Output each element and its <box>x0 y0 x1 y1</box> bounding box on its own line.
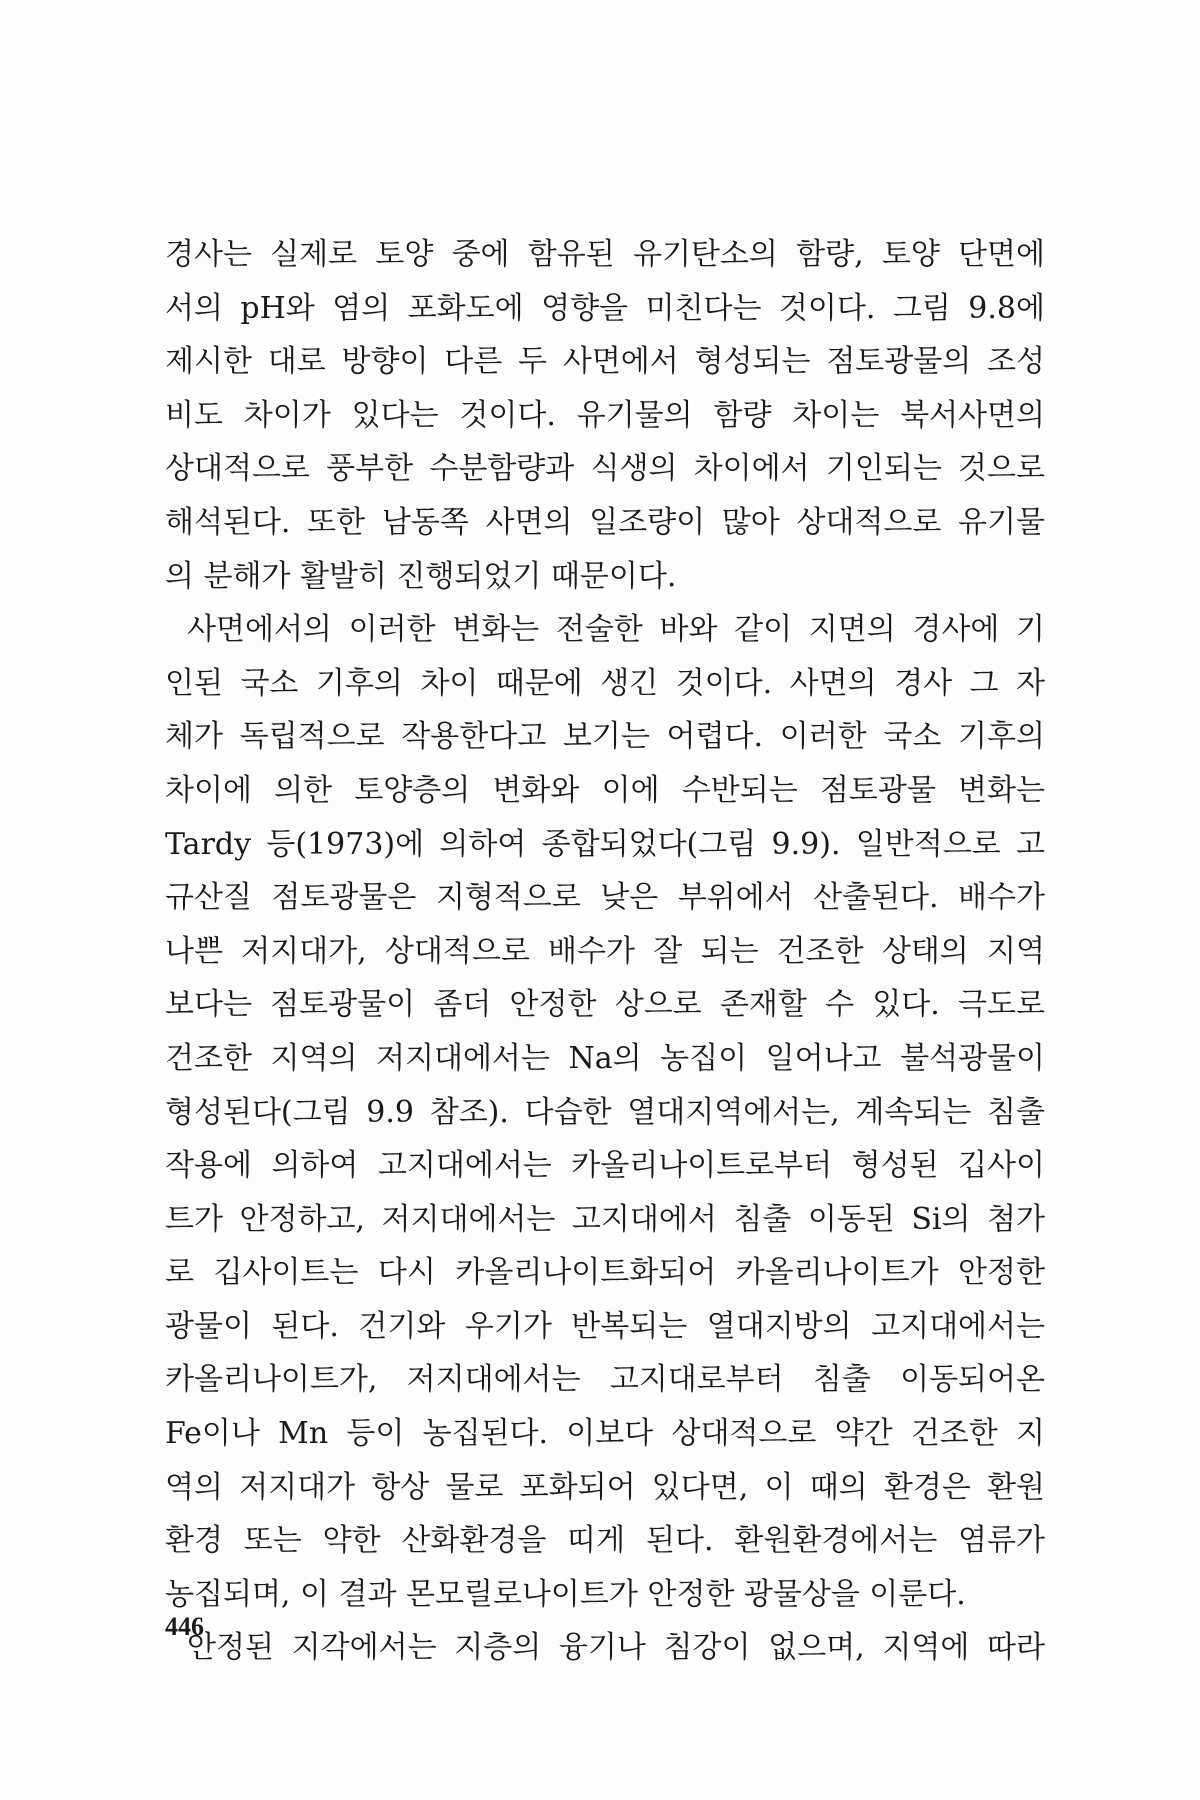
text-line: 안정된 지각에서는 지층의 융기나 침강이 없으며, 지역에 따라 <box>187 1630 1045 1666</box>
text-line: Tardy 등(1973)에 의하여 종합되었다(그림 9.9). 일반적으로 고 <box>165 826 1045 862</box>
text-line: 농집되며, 이 결과 몬모릴로나이트가 안정한 광물상을 이룬다. <box>165 1576 966 1612</box>
text-line: 광물이 된다. 건기와 우기가 반복되는 열대지방의 고지대에서는 <box>165 1308 1045 1344</box>
text-line: 규산질 점토광물은 지형적으로 낮은 부위에서 산출된다. 배수가 <box>165 880 1045 916</box>
text-line: 로 깁사이트는 다시 카올리나이트화되어 카올리나이트가 안정한 <box>165 1255 1045 1291</box>
text-line: 상대적으로 풍부한 수분함량과 식생의 차이에서 기인되는 것으로 <box>165 451 1045 487</box>
text-line: 인된 국소 기후의 차이 때문에 생긴 것이다. 사면의 경사 그 자 <box>165 665 1045 701</box>
text-line: Fe이나 Mn 등이 농집된다. 이보다 상대적으로 약간 건조한 지 <box>165 1416 1045 1452</box>
text-line: 카올리나이트가, 저지대에서는 고지대로부터 침출 이동되어온 <box>165 1362 1045 1398</box>
text-line: 제시한 대로 방향이 다른 두 사면에서 형성되는 점토광물의 조성 <box>165 344 1045 380</box>
text-line: 비도 차이가 있다는 것이다. 유기물의 함량 차이는 북서사면의 <box>165 397 1045 433</box>
text-line: 나쁜 저지대가, 상대적으로 배수가 잘 되는 건조한 상태의 지역 <box>165 933 1045 969</box>
page-number: 446 <box>165 1612 204 1641</box>
text-line: 해석된다. 또한 남동쪽 사면의 일조량이 많아 상대적으로 유기물 <box>165 504 1045 540</box>
text-line: 체가 독립적으로 작용한다고 보기는 어렵다. 이러한 국소 기후의 <box>165 719 1045 755</box>
text-line: 역의 저지대가 항상 물로 포화되어 있다면, 이 때의 환경은 환원 <box>165 1469 1045 1505</box>
text-line: 작용에 의하여 고지대에서는 카올리나이트로부터 형성된 깁사이 <box>165 1148 1045 1184</box>
text-line: 환경 또는 약한 산화환경을 띠게 된다. 환원환경에서는 염류가 <box>165 1523 1045 1559</box>
text-line: 경사는 실제로 토양 중에 함유된 유기탄소의 함량, 토양 단면에 <box>165 237 1045 272</box>
text-line: 사면에서의 이러한 변화는 전술한 바와 같이 지면의 경사에 기 <box>187 612 1045 648</box>
text-line: 차이에 의한 토양층의 변화와 이에 수반되는 점토광물 변화는 <box>165 772 1045 808</box>
text-line: 서의 pH와 염의 포화도에 영향을 미친다는 것이다. 그림 9.8에 <box>165 290 1045 326</box>
text-line: 의 분해가 활발히 진행되었기 때문이다. <box>165 558 677 594</box>
text-line: 건조한 지역의 저지대에서는 Na의 농집이 일어나고 불석광물이 <box>165 1040 1045 1076</box>
text-line: 보다는 점토광물이 좀더 안정한 상으로 존재할 수 있다. 극도로 <box>165 987 1045 1023</box>
text-line: 트가 안정하고, 저지대에서는 고지대에서 침출 이동된 Si의 첨가 <box>165 1201 1045 1237</box>
text-line: 형성된다(그림 9.9 참조). 다습한 열대지역에서는, 계속되는 침출 <box>165 1094 1045 1130</box>
body-text <box>165 228 1045 1675</box>
